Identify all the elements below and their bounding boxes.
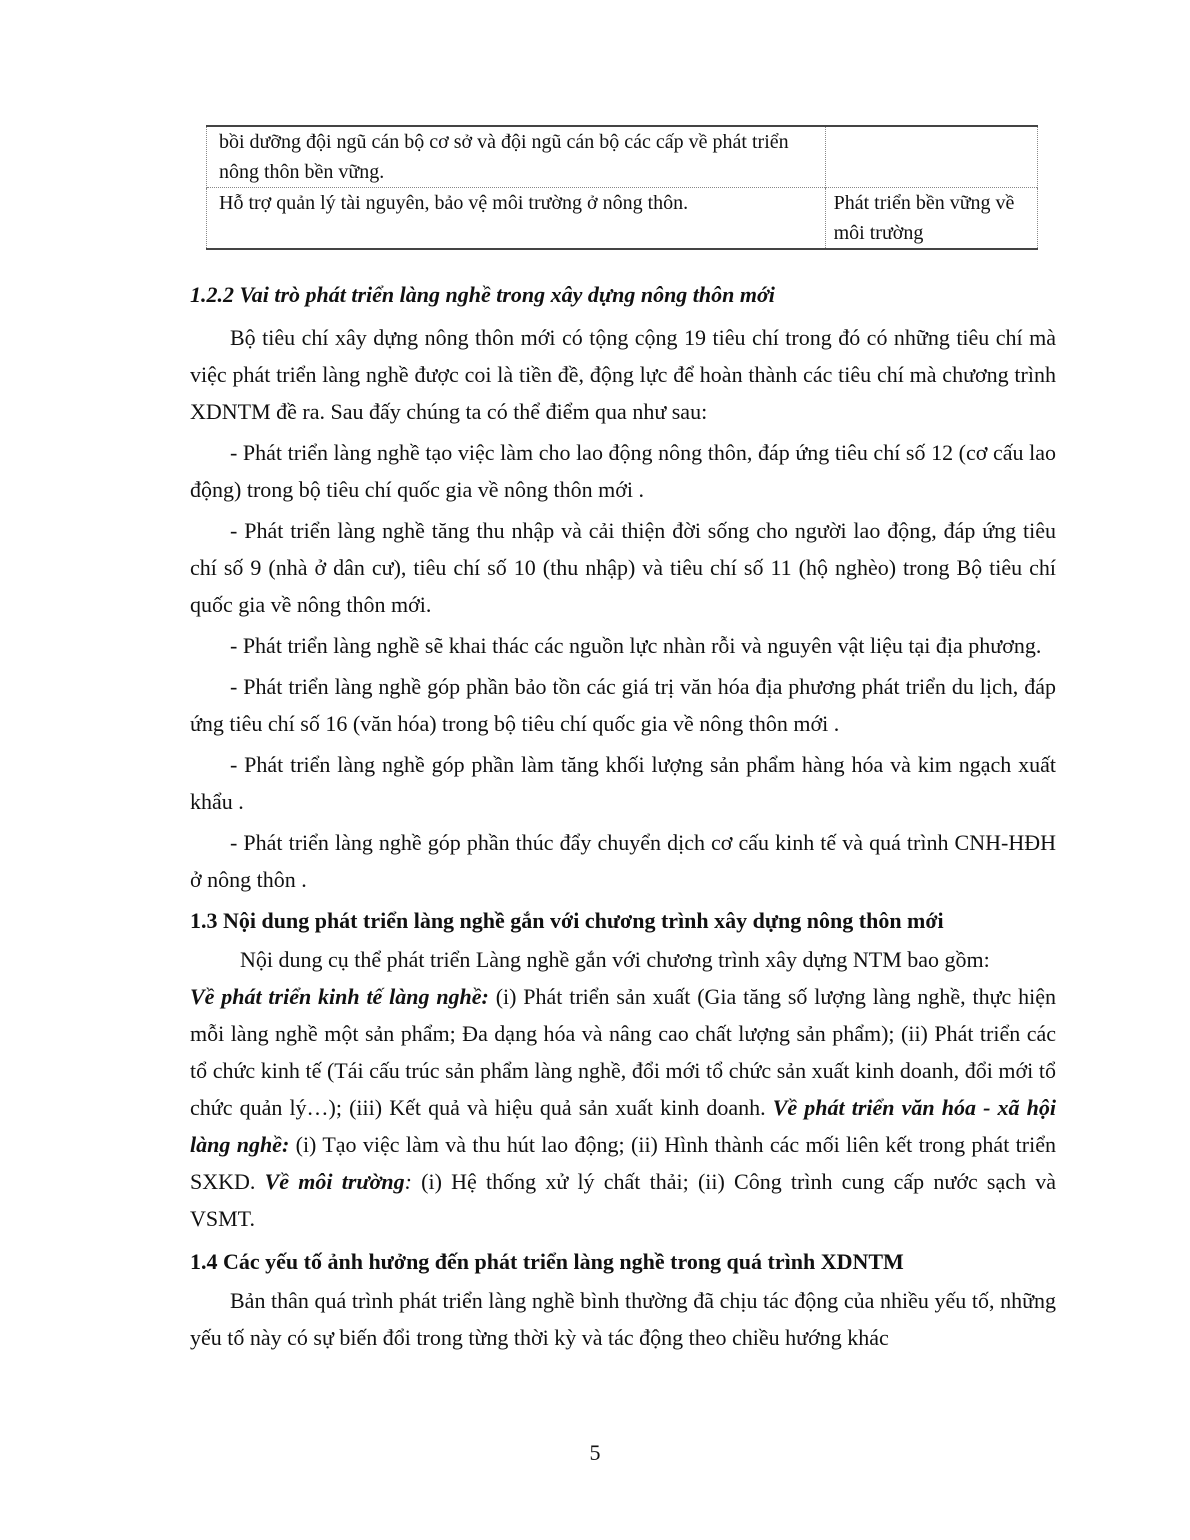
bullet-item: - Phát triển làng nghề góp phần thúc đẩy chuyển dịch cơ cấu kinh tế và quá trình CNH-HĐH ở nông thôn . bbox=[190, 830, 1056, 892]
criteria-table bbox=[206, 125, 1038, 250]
table-cell-goal: Phát triển bền vững về môi trường bbox=[825, 188, 1037, 250]
bullet-item: - Phát triển làng nghề góp phần bảo tồn các giá trị văn hóa địa phương phát triển du lịch, đáp ứng tiêu chí số 16 (văn hóa) trong bộ tiêu chí quốc gia về nông thôn mới . bbox=[190, 674, 1056, 736]
table-cell-content: bồi dưỡng đội ngũ cán bộ cơ sở và đội ngũ cán bộ các cấp về phát triển nông thôn bền vững. bbox=[207, 126, 826, 188]
paragraph: Nội dung cụ thể phát triển Làng nghề gắn với chương trình xây dựng NTM bao gồm: bbox=[240, 947, 990, 972]
page-number: 5 bbox=[589, 1440, 601, 1465]
bullet-item: - Phát triển làng nghề góp phần làm tăng khối lượng sản phẩm hàng hóa và kim ngạch xuất khẩu . bbox=[190, 752, 1056, 814]
table-row bbox=[207, 188, 1038, 250]
paragraph: Bộ tiêu chí xây dựng nông thôn mới có tộng cộng 19 tiêu chí trong đó có những tiêu chí mà việc phát triển làng nghề được coi là tiền đề, động lực để hoàn thành các tiêu chí mà chương trình XDNTM đề ra. Sau đấy chúng ta có thể điểm qua như sau: bbox=[190, 325, 1056, 424]
body-text bbox=[190, 276, 1056, 1356]
bullet-item: - Phát triển làng nghề tăng thu nhập và cải thiện đời sống cho người lao động, đáp ứng tiêu chí số 9 (nhà ở dân cư), tiêu chí số 10 (thu nhập) và tiêu chí số 11 (hộ nghèo) trong Bộ tiêu chí quốc gia về nông thôn mới. bbox=[190, 518, 1056, 617]
bullet-item: - Phát triển làng nghề tạo việc làm cho lao động nông thôn, đáp ứng tiêu chí số 12 (cơ cấu lao động) trong bộ tiêu chí quốc gia về nông thôn mới . bbox=[190, 440, 1056, 502]
paragraph: Bản thân quá trình phát triển làng nghề bình thường đã chịu tác động của nhiều yếu tố, những yếu tố này có sự biến đổi trong từng thời kỳ và tác động theo chiều hướng khác bbox=[190, 1288, 1056, 1350]
table-cell-content: Hỗ trợ quản lý tài nguyên, bảo vệ môi trường ở nông thôn. bbox=[207, 188, 826, 250]
table-row bbox=[207, 126, 1038, 188]
section-heading-1-2-2: 1.2.2 Vai trò phát triển làng nghề trong xây dựng nông thôn mới bbox=[190, 282, 775, 307]
table-cell-goal bbox=[825, 126, 1037, 188]
section-heading-1-4: 1.4 Các yếu tố ảnh hưởng đến phát triển làng nghề trong quá trình XDNTM bbox=[190, 1249, 904, 1274]
section-heading-1-3: 1.3 Nội dung phát triển làng nghề gắn với chương trình xây dựng nông thôn mới bbox=[190, 908, 944, 933]
paragraph: Về phát triển kinh tế làng nghề: (i) Phát triển sản xuất (Gia tăng số lượng làng nghề, thực hiện mỗi làng nghề một sản phẩm; Đa dạng hóa và nâng cao chất lượng sản phẩm); (ii) Phát triển các tổ chức kinh tế (Tái cấu trúc sản phẩm làng nghề, đổi mới tổ chức sản xuất kinh doanh, đổi mới tổ chức quản lý…); (iii) Kết quả và hiệu quả sản xuất kinh doanh. Về phát triển văn hóa - xã hội làng nghề: (i) Tạo việc làm và thu hút lao động; (ii) Hình thành các mối liên kết trong phát triển SXKD. Về môi trường: (i) Hệ thống xử lý chất thải; (ii) Công trình cung cấp nước sạch và VSMT. bbox=[190, 984, 1056, 1231]
bullet-item: - Phát triển làng nghề sẽ khai thác các nguồn lực nhàn rỗi và nguyên vật liệu tại địa phương. bbox=[230, 633, 1042, 658]
